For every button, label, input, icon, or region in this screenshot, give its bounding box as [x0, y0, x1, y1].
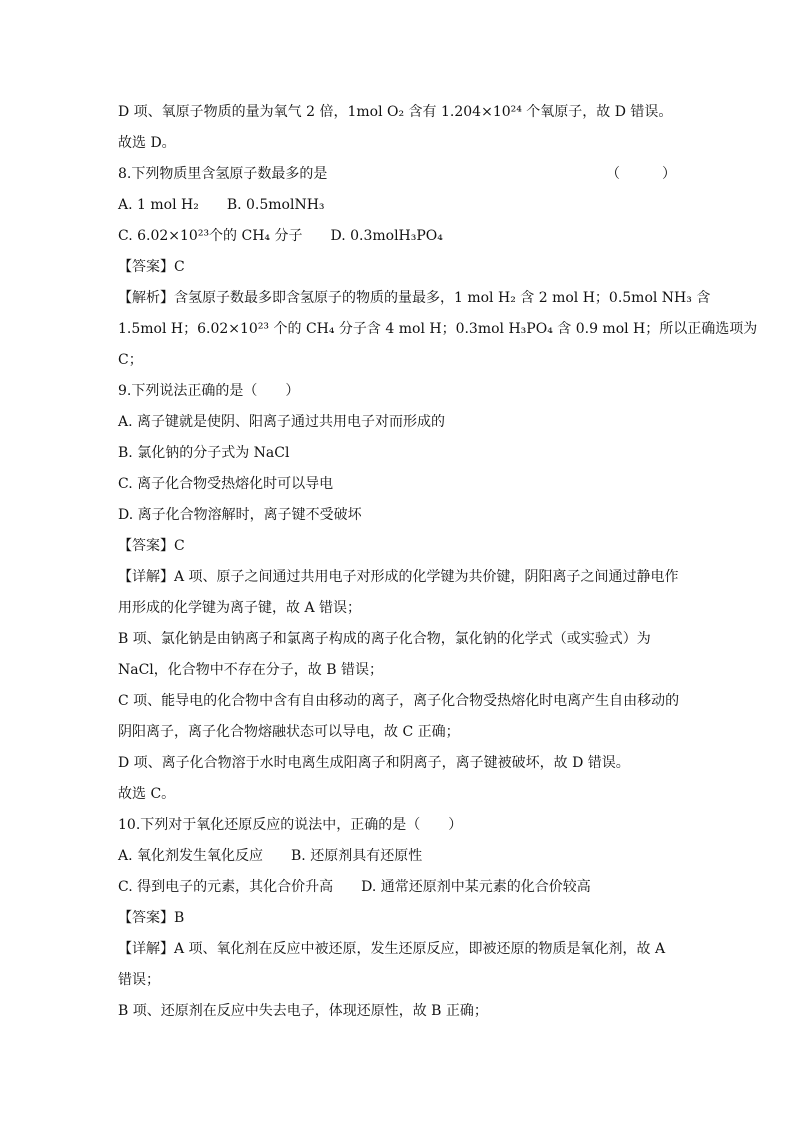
text-line: C； — [118, 352, 143, 368]
text-line: B 项、还原剂在反应中失去电子，体现还原性，故 B 正确； — [118, 1003, 488, 1019]
option-line: A. 离子键就是使阴、阳离子通过共用电子对而形成的 — [118, 414, 446, 430]
text-line: D 项、氧原子物质的量为氧气 2 倍，1mol O₂ 含有 1.204×10²⁴ 个氧原子，故 D 错误。 — [118, 104, 673, 120]
option-line: A. 1 mol H₂ B. 0.5molNH₃ — [118, 197, 325, 213]
option-line: C. 得到电子的元素，其化合价升高 D. 通常还原剂中某元素的化合价较高 — [118, 879, 591, 895]
question-8: 8.下列物质里含氢原子数最多的是 （ ） — [118, 166, 676, 182]
text-line: C 项、能导电的化合物中含有自由移动的离子，离子化合物受热熔化时电离产生自由移动的 — [118, 693, 680, 709]
answer-line: 【答案】C — [118, 259, 185, 275]
option-line: D. 离子化合物溶解时，离子键不受破坏 — [118, 507, 362, 523]
text-line: 错误； — [118, 972, 160, 988]
answer-line: 【答案】B — [118, 910, 185, 926]
text-line: NaCl，化合物中不存在分子，故 B 错误； — [118, 662, 383, 678]
question-9: 9.下列说法正确的是（ ） — [118, 383, 300, 399]
option-line: B. 氯化钠的分子式为 NaCl — [118, 445, 290, 461]
answer-line: 【答案】C — [118, 538, 185, 554]
question-10: 10.下列对于氧化还原反应的说法中，正确的是（ ） — [118, 817, 463, 833]
text-line: B 项、氯化钠是由钠离子和氯离子构成的离子化合物，氯化钠的化学式（或实验式）为 — [118, 631, 651, 647]
text-line: 故选 C。 — [118, 786, 176, 802]
text-line: 阴阳离子，离子化合物熔融状态可以导电，故 C 正确； — [118, 724, 460, 740]
answer-bracket: （ ） — [606, 166, 676, 182]
text-line: 1.5mol H；6.02×10²³ 个的 CH₄ 分子含 4 mol H；0.3mol H₃PO₄ 含 0.9 mol H；所以正确选项为 — [118, 321, 758, 337]
option-line: A. 氧化剂发生氧化反应 B. 还原剂具有还原性 — [118, 848, 423, 864]
text-line: D 项、离子化合物溶于水时电离生成阳离子和阴离子，离子键被破坏，故 D 错误。 — [118, 755, 630, 771]
text-line: 【解析】含氢原子数最多即含氢原子的物质的量最多，1 mol H₂ 含 2 mol H；0.5mol NH₃ 含 — [118, 290, 711, 306]
option-line: C. 6.02×10²³个的 CH₄ 分子 D. 0.3molH₃PO₄ — [118, 228, 443, 244]
text-line: 故选 D。 — [118, 135, 176, 151]
option-line: C. 离子化合物受热熔化时可以导电 — [118, 476, 334, 492]
text-line: 用形成的化学键为离子键，故 A 错误； — [118, 600, 362, 616]
text-line: 【详解】A 项、氧化剂在反应中被还原，发生还原反应，即被还原的物质是氧化剂，故 A — [118, 941, 666, 957]
text-line: 【详解】A 项、原子之间通过共用电子对形成的化学键为共价键，阴阳离子之间通过静电作 — [118, 569, 679, 585]
